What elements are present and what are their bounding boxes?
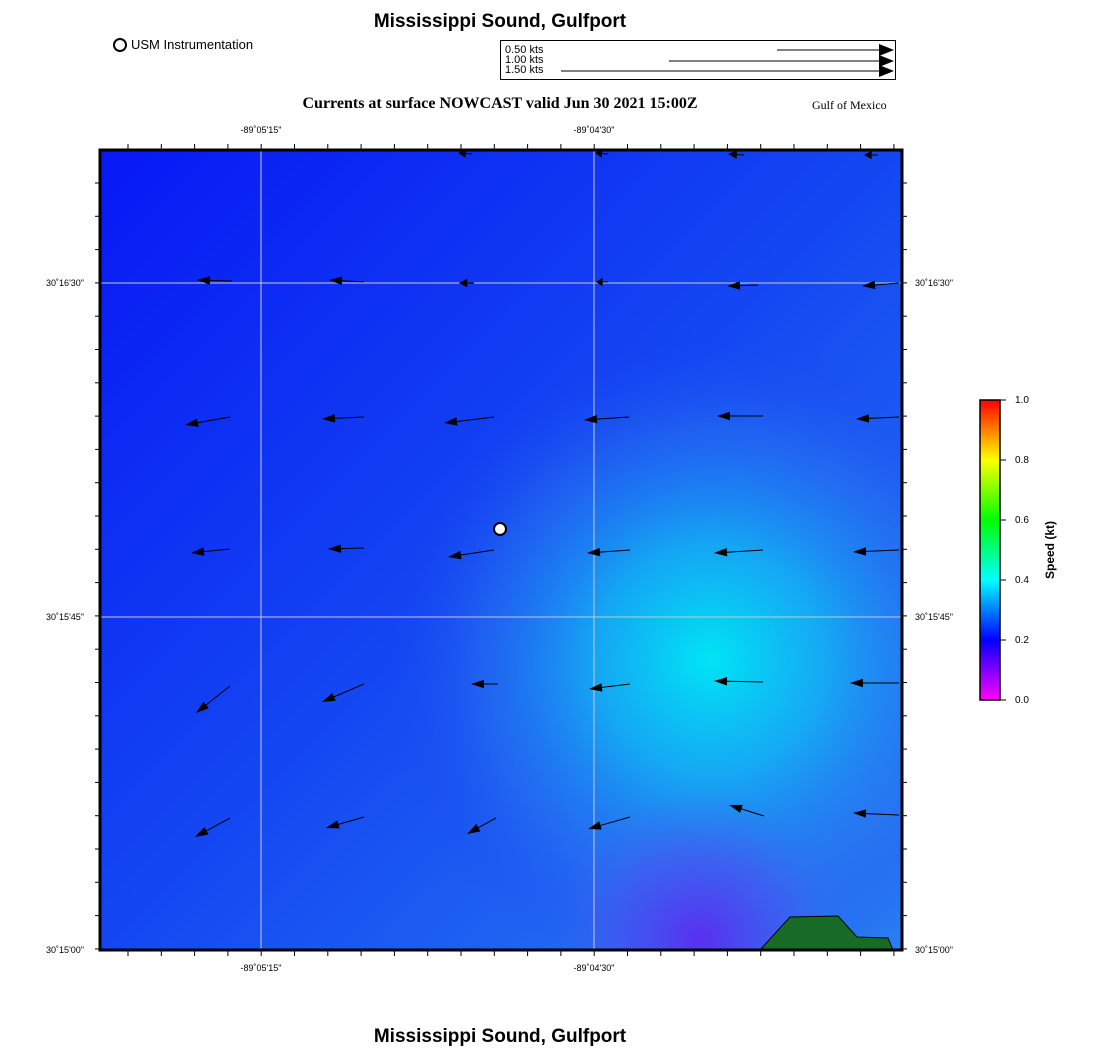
colorbar-tick-label: 0.6 <box>1015 515 1029 526</box>
colorbar-tick-label: 0.8 <box>1015 455 1029 466</box>
colorbar-tick-label: 0.4 <box>1015 575 1029 586</box>
scale-label-150: 1.50 kts <box>505 64 544 76</box>
colorbar-tick-label: 0.0 <box>1015 695 1029 706</box>
lon-tick-label-top: -89˚04'30" <box>573 125 615 135</box>
scale-label-050: 0.50 kts <box>505 44 544 56</box>
colorbar-label: Speed (kt) <box>1043 520 1057 580</box>
lat-tick-label-left: 30˚16'30" <box>46 278 84 288</box>
map-title: Mississippi Sound, Gulfport <box>373 11 627 32</box>
colorbar-ramp <box>980 400 1000 700</box>
lat-tick-label-left: 30˚15'00" <box>46 945 84 955</box>
instrument-marker[interactable] <box>494 523 506 535</box>
lon-tick-label-bottom: -89˚05'15" <box>240 963 282 973</box>
lat-tick-label-left: 30˚15'45" <box>46 612 84 622</box>
region-label: Gulf of Mexico <box>812 98 887 112</box>
plot-subtitle: Currents at surface NOWCAST valid Jun 30 2021 15:00Z <box>302 95 698 112</box>
footer-title: Mississippi Sound, Gulfport <box>373 1026 627 1047</box>
scale-label-100: 1.00 kts <box>505 54 544 66</box>
colorbar-tick-label: 1.0 <box>1015 395 1029 406</box>
lat-tick-label-right: 30˚15'00" <box>915 945 953 955</box>
lon-tick-label-top: -89˚05'15" <box>240 125 282 135</box>
instrument-legend-label: USM Instrumentation <box>131 37 254 52</box>
lon-tick-label-bottom: -89˚04'30" <box>573 963 615 973</box>
colorbar-ticks <box>1000 400 1006 700</box>
lat-tick-label-right: 30˚15'45" <box>915 612 953 622</box>
speed-colorbar <box>980 395 1057 706</box>
colorbar-tick-label: 0.2 <box>1015 635 1029 646</box>
lat-tick-label-right: 30˚16'30" <box>915 278 953 288</box>
